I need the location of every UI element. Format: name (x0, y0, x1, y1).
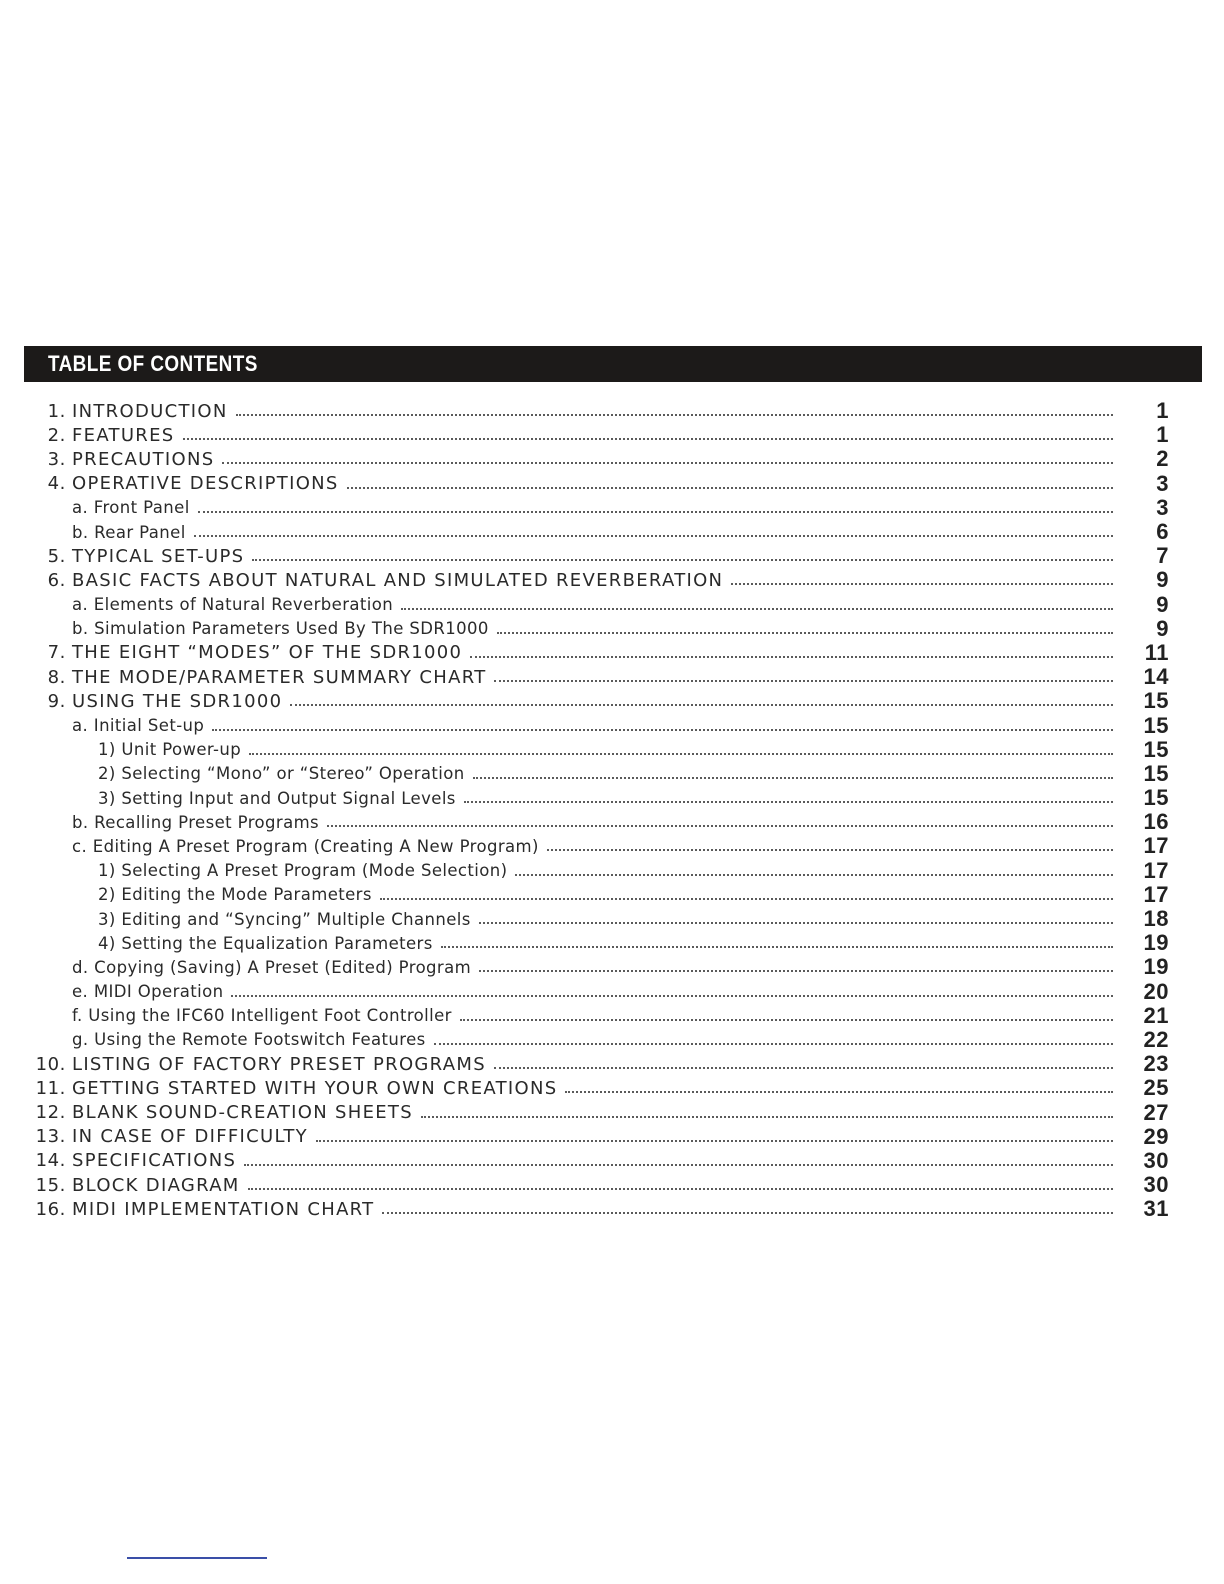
toc-entry-page: 17 (1143, 857, 1169, 883)
toc-entry[interactable] (0, 689, 1224, 713)
toc-entry-leader (72, 520, 1113, 544)
toc-entry[interactable] (0, 593, 1224, 617)
toc-entry-label: SPECIFICATIONS (72, 1150, 237, 1172)
toc-entry-leader (72, 1149, 1113, 1173)
toc-entry-number: 8. (47, 666, 66, 688)
toc-entry[interactable] (0, 399, 1224, 423)
toc-entry[interactable] (0, 520, 1224, 544)
toc-entry-leader (72, 1028, 1113, 1052)
dot-leader (470, 656, 1113, 658)
toc-entry-leader (98, 762, 1113, 786)
toc-entry-leader (72, 1076, 1113, 1100)
toc-entry-leader (72, 980, 1113, 1004)
toc-entry-leader (72, 955, 1113, 979)
toc-entry-label: a. Front Panel (72, 498, 190, 518)
toc-entry-page: 30 (1143, 1147, 1169, 1173)
toc-entry-label: d. Copying (Saving) A Preset (Edited) Program (72, 957, 472, 977)
toc-entry-page: 30 (1143, 1172, 1169, 1198)
toc-entry-page: 15 (1143, 785, 1169, 811)
toc-entry-label: f. Using the IFC60 Intelligent Foot Controller (72, 1006, 452, 1026)
dot-leader (327, 825, 1113, 827)
toc-entry-page: 3 (1156, 494, 1169, 520)
toc-entry-leader (98, 859, 1113, 883)
toc-entry-page: 15 (1143, 736, 1169, 762)
dot-leader (497, 632, 1113, 634)
toc-entry-label: IN CASE OF DIFFICULTY (72, 1126, 308, 1148)
toc-entry-page: 15 (1143, 688, 1169, 714)
dot-leader (198, 511, 1113, 513)
toc-entry-leader (72, 617, 1113, 641)
toc-entry-label: OPERATIVE DESCRIPTIONS (72, 473, 339, 495)
dot-leader (565, 1091, 1113, 1093)
toc-entry-number: 4. (47, 473, 66, 495)
toc-title-bar (24, 346, 1202, 382)
toc-entry[interactable] (0, 931, 1224, 955)
dot-leader (382, 1212, 1113, 1214)
toc-entry-label: INTRODUCTION (72, 400, 228, 422)
toc-entry-leader (98, 786, 1113, 810)
toc-entry[interactable] (0, 1197, 1224, 1221)
toc-entry-label: c. Editing A Preset Program (Creating A New Program) (72, 836, 539, 856)
toc-entry-page: 19 (1143, 930, 1169, 956)
toc-entry-leader (98, 738, 1113, 762)
toc-entry[interactable] (0, 1149, 1224, 1173)
toc-entry[interactable] (0, 568, 1224, 592)
toc-entry-label: 4) Setting the Equalization Parameters (98, 933, 433, 953)
toc-entry[interactable] (0, 617, 1224, 641)
dot-leader (515, 874, 1113, 876)
toc-entry[interactable] (0, 786, 1224, 810)
toc-entry-page: 17 (1143, 881, 1169, 907)
toc-entry-page: 15 (1143, 760, 1169, 786)
dot-leader (222, 462, 1113, 464)
toc-entry-label: a. Initial Set-up (72, 716, 205, 736)
toc-entry-label: BLANK SOUND-CREATION SHEETS (72, 1102, 413, 1124)
toc-entry-label: a. Elements of Natural Reverberation (72, 595, 394, 615)
toc-entry-leader (72, 399, 1113, 423)
toc-entry-leader (72, 810, 1113, 834)
toc-entry[interactable] (0, 834, 1224, 858)
toc-entry-leader (98, 883, 1113, 907)
dot-leader (464, 801, 1113, 803)
toc-entry[interactable] (0, 738, 1224, 762)
toc-entry-page: 9 (1156, 567, 1169, 593)
toc-entry-leader (72, 423, 1113, 447)
dot-leader (479, 970, 1113, 972)
toc-entry-label: PRECAUTIONS (72, 448, 215, 470)
toc-entry[interactable] (0, 423, 1224, 447)
toc-entry[interactable] (0, 1028, 1224, 1052)
toc-entry[interactable] (0, 859, 1224, 883)
toc-entry-page: 3 (1156, 470, 1169, 496)
dot-leader (494, 680, 1113, 682)
toc-entry-page: 17 (1143, 833, 1169, 859)
toc-entry[interactable] (0, 665, 1224, 689)
dot-leader (194, 535, 1113, 537)
toc-entry[interactable] (0, 907, 1224, 931)
dot-leader (244, 1164, 1113, 1166)
toc-entry-number: 15. (35, 1174, 66, 1196)
toc-entry-leader (72, 1052, 1113, 1076)
toc-entry-label: e. MIDI Operation (72, 982, 224, 1002)
toc-entry-page: 27 (1143, 1099, 1169, 1125)
toc-entry-label: b. Simulation Parameters Used By The SDR1000 (72, 619, 489, 639)
toc-entry[interactable] (0, 447, 1224, 471)
dot-leader (231, 995, 1113, 997)
toc-entry[interactable] (0, 810, 1224, 834)
dot-leader (347, 487, 1113, 489)
dot-leader (547, 849, 1113, 851)
toc-entry-page: 18 (1143, 906, 1169, 932)
toc-entry-leader (72, 1004, 1113, 1028)
toc-entry-number: 10. (35, 1053, 66, 1075)
toc-entry-page: 9 (1156, 591, 1169, 617)
toc-entry-label: b. Recalling Preset Programs (72, 812, 320, 832)
dot-leader (212, 729, 1113, 731)
toc-entry-label: 1) Selecting A Preset Program (Mode Selection) (98, 861, 508, 881)
toc-entry[interactable] (0, 544, 1224, 568)
toc-entry-label: b. Rear Panel (72, 522, 186, 542)
dot-leader (236, 414, 1113, 416)
toc-entry-page: 20 (1143, 978, 1169, 1004)
toc-entry-label: 3) Setting Input and Output Signal Levels (98, 788, 456, 808)
toc-entry-leader (72, 544, 1113, 568)
toc-entry[interactable] (0, 1076, 1224, 1100)
toc-entry-leader (72, 641, 1113, 665)
dot-leader (473, 777, 1113, 779)
toc-entry-leader (98, 907, 1113, 931)
toc-entry-page: 29 (1143, 1123, 1169, 1149)
toc-entry[interactable] (0, 883, 1224, 907)
toc-entry-label: 2) Editing the Mode Parameters (98, 885, 372, 905)
dot-leader (434, 1043, 1113, 1045)
toc-entry-page: 19 (1143, 954, 1169, 980)
toc-entry-number: 14. (35, 1150, 66, 1172)
toc-entry[interactable] (0, 713, 1224, 737)
dot-leader (401, 608, 1113, 610)
toc-entry[interactable] (0, 762, 1224, 786)
toc-entry[interactable] (0, 496, 1224, 520)
toc-entry[interactable] (0, 1125, 1224, 1149)
toc-entry-number: 3. (47, 448, 66, 470)
toc-entry-label: THE EIGHT “MODES” OF THE SDR1000 (72, 642, 463, 664)
toc-entry-leader (72, 447, 1113, 471)
toc-entry-number: 16. (35, 1198, 66, 1220)
toc-entry-page: 6 (1156, 519, 1169, 545)
toc-entry-page: 31 (1143, 1196, 1169, 1222)
toc-entry[interactable] (0, 1052, 1224, 1076)
toc-entry-label: 1) Unit Power-up (98, 740, 242, 760)
dot-leader (731, 583, 1113, 585)
toc-entry-label: MIDI IMPLEMENTATION CHART (72, 1198, 375, 1220)
toc-entry-page: 25 (1143, 1075, 1169, 1101)
dot-leader (252, 559, 1113, 561)
toc-entry-leader (98, 931, 1113, 955)
toc-entry-label: FEATURES (72, 424, 175, 446)
toc-entry-page: 15 (1143, 712, 1169, 738)
toc-entry-leader (72, 496, 1113, 520)
dot-leader (249, 753, 1113, 755)
dot-leader (290, 704, 1113, 706)
dot-leader (494, 1067, 1113, 1069)
dot-leader (380, 898, 1113, 900)
toc-entry-label: USING THE SDR1000 (72, 690, 283, 712)
toc-entry-label: 2) Selecting “Mono” or “Stereo” Operation (98, 764, 465, 784)
footer-rule (127, 1557, 267, 1559)
dot-leader (183, 438, 1113, 440)
toc-entry[interactable] (0, 1100, 1224, 1124)
toc-entry-label: g. Using the Remote Footswitch Features (72, 1030, 426, 1050)
dot-leader (421, 1116, 1113, 1118)
toc-entry-number: 13. (35, 1126, 66, 1148)
toc-entry-number: 12. (35, 1102, 66, 1124)
toc-entry-number: 11. (35, 1077, 66, 1099)
toc-entry[interactable] (0, 1004, 1224, 1028)
toc-entry-number: 2. (47, 424, 66, 446)
toc-entry[interactable] (0, 641, 1224, 665)
toc-entry[interactable] (0, 472, 1224, 496)
toc-entry-page: 7 (1156, 543, 1169, 569)
toc-entry-number: 1. (47, 400, 66, 422)
toc-entry-label: GETTING STARTED WITH YOUR OWN CREATIONS (72, 1077, 558, 1099)
toc-entry-page: 22 (1143, 1026, 1169, 1052)
toc-entry-leader (72, 665, 1113, 689)
toc-entry-label: THE MODE/PARAMETER SUMMARY CHART (72, 666, 487, 688)
toc-list (0, 399, 1224, 1221)
toc-entry-number: 7. (47, 642, 66, 664)
toc-entry-label: TYPICAL SET-UPS (72, 545, 245, 567)
dot-leader (248, 1188, 1113, 1190)
toc-entry-number: 9. (47, 690, 66, 712)
toc-entry-page: 21 (1143, 1002, 1169, 1028)
toc-entry-page: 1 (1156, 398, 1169, 424)
toc-entry-leader (72, 568, 1113, 592)
toc-entry-page: 11 (1144, 639, 1169, 665)
toc-entry-number: 5. (47, 545, 66, 567)
toc-entry-label: BLOCK DIAGRAM (72, 1174, 240, 1196)
dot-leader (460, 1019, 1113, 1021)
toc-entry-page: 1 (1156, 422, 1169, 448)
dot-leader (316, 1140, 1113, 1142)
toc-entry-page: 9 (1156, 615, 1169, 641)
toc-entry-leader (72, 714, 1113, 738)
toc-entry-leader (72, 834, 1113, 858)
toc-entry-page: 16 (1143, 809, 1169, 835)
dot-leader (479, 922, 1113, 924)
toc-entry-number: 6. (47, 569, 66, 591)
toc-entry[interactable] (0, 1173, 1224, 1197)
toc-entry-leader (72, 1173, 1113, 1197)
toc-entry[interactable] (0, 955, 1224, 979)
toc-entry-label: 3) Editing and “Syncing” Multiple Channels (98, 909, 471, 929)
toc-entry-leader (72, 472, 1113, 496)
toc-entry[interactable] (0, 980, 1224, 1004)
dot-leader (441, 946, 1113, 948)
toc-entry-leader (72, 689, 1113, 713)
toc-entry-leader (72, 1197, 1113, 1221)
toc-entry-page: 14 (1143, 664, 1169, 690)
toc-entry-label: BASIC FACTS ABOUT NATURAL AND SIMULATED REVERBERATION (72, 569, 724, 591)
toc-entry-leader (72, 1101, 1113, 1125)
toc-entry-leader (72, 593, 1113, 617)
toc-entry-label: LISTING OF FACTORY PRESET PROGRAMS (72, 1053, 486, 1075)
toc-entry-page: 2 (1156, 446, 1169, 472)
toc-title: TABLE OF CONTENTS (48, 351, 258, 376)
toc-entry-page: 23 (1143, 1051, 1169, 1077)
toc-entry-leader (72, 1125, 1113, 1149)
